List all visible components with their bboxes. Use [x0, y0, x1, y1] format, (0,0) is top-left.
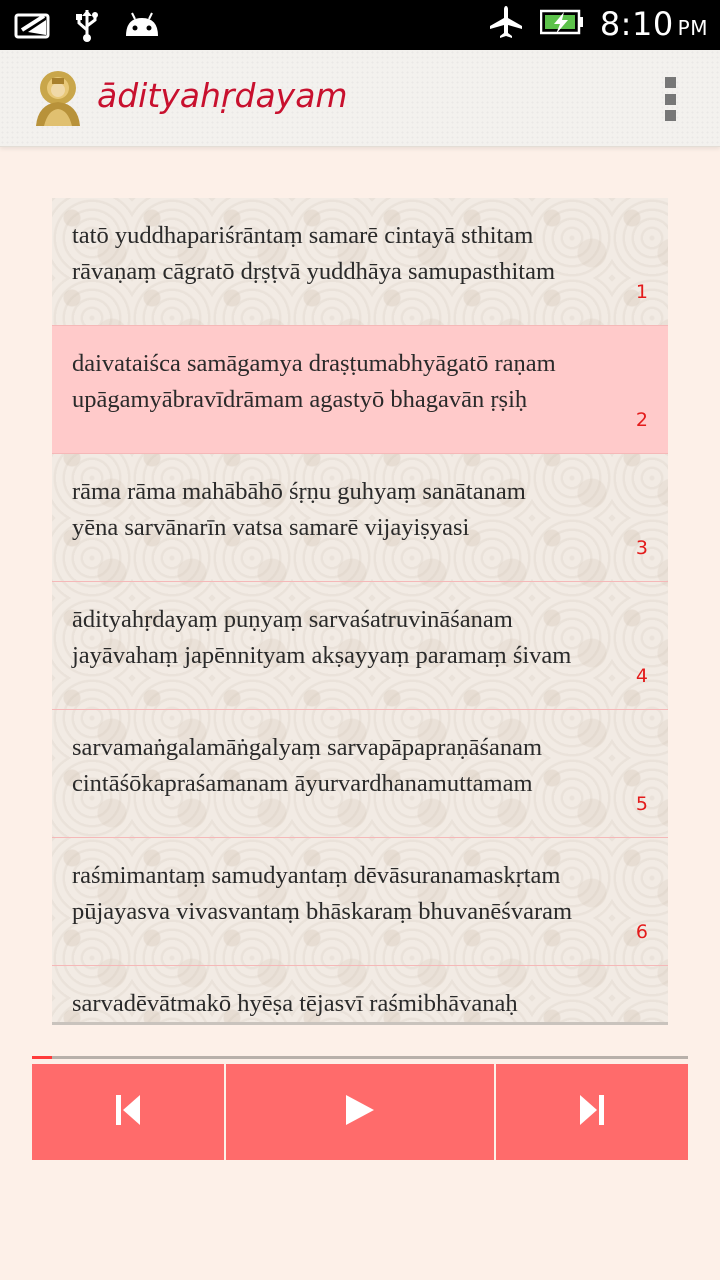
verse-item[interactable] [52, 454, 668, 582]
overflow-menu-icon[interactable] [660, 77, 680, 121]
playback-progress-fill [32, 1056, 52, 1059]
status-bar [0, 0, 720, 50]
verse-line: yēna sarvānarīn vatsa samarē vijayiṣyasi [72, 514, 470, 541]
clock-ampm: PM [677, 16, 708, 40]
screenshot-icon [14, 10, 52, 44]
verse-list[interactable] [52, 198, 668, 1025]
verse-number: 5 [635, 793, 648, 815]
overflow-dot [665, 110, 676, 121]
verse-line: rāvaṇaṃ cāgratō dṛṣṭvā yuddhāya samupasthitam [72, 258, 556, 285]
verse-line: sarvadēvātmakō hyēṣa tējasvī raśmibhāvanaḥ [72, 990, 518, 1017]
verse-number: 1 [635, 281, 648, 303]
overflow-dot [665, 77, 676, 88]
android-debug-icon [122, 10, 162, 44]
overflow-dot [665, 94, 676, 105]
verse-item[interactable] [52, 710, 668, 838]
verse-line: pūjayasva vivasvantaṃ bhāskaraṃ bhuvanēśvaram [72, 898, 573, 925]
verse-line: ādityahṛdayaṃ puṇyaṃ sarvaśatruvināśanam [72, 606, 513, 633]
playback-controls [32, 1064, 688, 1160]
clock-time: 8:10 [599, 5, 674, 43]
clock [600, 5, 708, 43]
airplane-mode-icon [488, 4, 524, 44]
skip-previous-icon [114, 1093, 142, 1131]
verse-item[interactable] [52, 198, 668, 326]
action-bar [0, 50, 720, 147]
skip-next-icon [578, 1093, 606, 1131]
verse-number: 4 [635, 665, 648, 687]
verse-item-active[interactable] [52, 326, 668, 454]
verse-line: upāgamyābravīdrāmam agastyō bhagavān ṛṣiḥ [72, 386, 528, 413]
verse-line: jayāvahaṃ japēnnityam akṣayyaṃ paramaṃ śivam [72, 642, 572, 669]
battery-charging-icon [540, 8, 584, 40]
verse-number: 6 [635, 921, 648, 943]
play-icon [344, 1093, 376, 1131]
play-button[interactable] [226, 1064, 494, 1160]
app-title: ādityahṛdayam [97, 76, 348, 115]
verse-line: daivataiśca samāgamya draṣṭumabhyāgatō raṇam [72, 350, 556, 377]
verse-number: 2 [635, 409, 648, 431]
verse-line: tatō yuddhapariśrāntaṃ samarē cintayā sthitam [72, 222, 534, 249]
verse-line: cintāśōkapraśamanam āyurvardhanamuttamam [72, 770, 533, 797]
verse-item[interactable] [52, 582, 668, 710]
usb-icon [74, 8, 100, 46]
verse-line: sarvamaṅgalamāṅgalyaṃ sarvapāpapraṇāśanam [72, 734, 543, 761]
deity-icon[interactable] [30, 68, 86, 128]
playback-progress[interactable] [32, 1056, 688, 1059]
verse-item[interactable] [52, 966, 668, 1025]
verse-item[interactable] [52, 838, 668, 966]
verse-line: rāma rāma mahābāhō śṛṇu guhyaṃ sanātanam [72, 478, 526, 505]
previous-button[interactable] [32, 1064, 224, 1160]
next-button[interactable] [496, 1064, 688, 1160]
verse-line: raśmimantaṃ samudyantaṃ dēvāsuranamaskṛtam [72, 862, 561, 889]
verse-number: 3 [635, 537, 648, 559]
